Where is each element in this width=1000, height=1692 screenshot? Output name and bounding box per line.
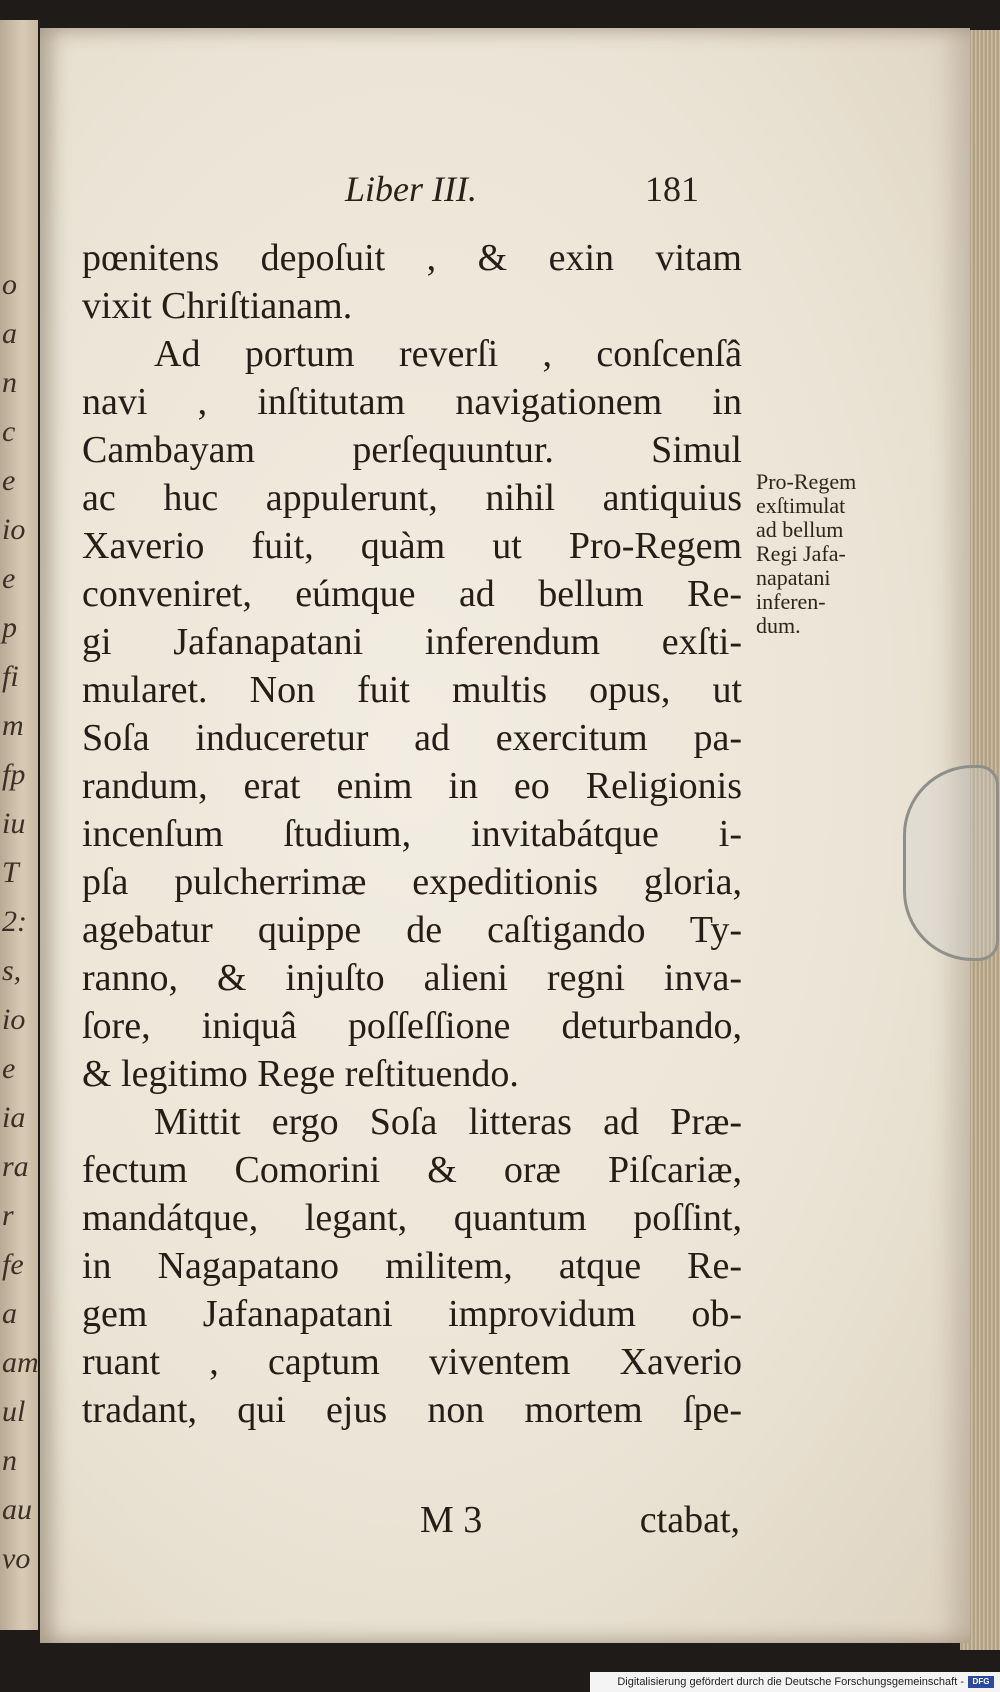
- fragment: n: [2, 1444, 17, 1477]
- fragment: e: [2, 464, 16, 497]
- text-line: Mittit ergo Soſa litteras ad Præ-: [154, 1101, 742, 1143]
- fragment: n: [2, 366, 17, 399]
- fragment: e: [2, 1052, 16, 1085]
- fragment: fe: [2, 1248, 24, 1281]
- marginal-note-line: Regi Jafa-: [756, 541, 846, 566]
- text-line: navi , inſtitutam navigationem in: [82, 381, 742, 423]
- text-line: pœnitens depoſuit , & exin vitam: [82, 237, 742, 279]
- text-line: Soſa induceretur ad exercitum pa-: [82, 717, 742, 759]
- fragment: io: [2, 1003, 26, 1036]
- text-line: & legitimo Rege reſtituendo.: [82, 1053, 519, 1095]
- fragment: T: [2, 856, 19, 889]
- text-line: in Nagapatano militem, atque Re-: [82, 1245, 742, 1287]
- text-line: agebatur quippe de caſtigando Ty-: [82, 909, 742, 951]
- footer-text: Digitalisierung gefördert durch die Deutsche Forschungsgemeinschaft -: [617, 1676, 964, 1688]
- digitization-footer: [590, 1672, 1000, 1692]
- text-line: gi Jafanapatani inferendum exſti-: [82, 621, 742, 663]
- fragment: iu: [2, 807, 26, 840]
- catchword: ctabat,: [639, 1499, 740, 1541]
- fragment: au: [2, 1493, 32, 1526]
- fragment: ra: [2, 1150, 29, 1183]
- text-line: mandátque, legant, quantum poſſint,: [82, 1197, 742, 1239]
- book-page: [40, 28, 970, 1643]
- fragment: vo: [2, 1542, 31, 1575]
- fragment: m: [2, 709, 24, 742]
- fragment: fi: [2, 660, 19, 693]
- catchword-line: [420, 1498, 740, 1546]
- fragment: am: [2, 1346, 39, 1379]
- marginal-note-line: napatani: [756, 565, 831, 590]
- marginal-note-line: ad bellum: [756, 517, 844, 542]
- dfg-logo-icon: DFG: [968, 1676, 994, 1688]
- fragment: p: [2, 611, 17, 644]
- signature-mark: M 3: [420, 1499, 483, 1541]
- running-head-title: Liber III.: [345, 169, 477, 209]
- text-line: Xaverio fuit, quàm ut Pro-Regem: [82, 525, 742, 567]
- text-line: mularet. Non fuit multis opus, ut: [82, 669, 742, 711]
- marginal-note-line: dum.: [756, 613, 801, 638]
- facing-page-text-fragments: [2, 260, 39, 1575]
- marginal-note-line: Pro-Regem: [756, 469, 857, 494]
- running-head: [345, 168, 745, 212]
- text-line: conveniret, eúmque ad bellum Re-: [82, 573, 742, 615]
- text-line: fectum Comorini & oræ Piſcariæ,: [82, 1149, 742, 1191]
- fragment: ul: [2, 1395, 26, 1428]
- fragment: s,: [2, 954, 22, 987]
- text-line: vixit Chriſtianam.: [82, 285, 353, 327]
- marginal-note-line: exſtimulat: [756, 493, 846, 518]
- fragment: ia: [2, 1101, 26, 1134]
- fragment: o: [2, 268, 17, 301]
- fragment: a: [2, 317, 17, 350]
- text-line: Ad portum reverſi , conſcenſâ: [154, 333, 742, 375]
- text-line: tradant, qui ejus non mortem ſpe-: [82, 1389, 742, 1431]
- text-line: ac huc appulerunt, nihil antiquius: [82, 477, 742, 519]
- text-line: randum, erat enim in eo Religionis: [82, 765, 742, 807]
- text-line: gem Jafanapatani improvidum ob-: [82, 1293, 742, 1335]
- fragment: 2:: [2, 905, 27, 938]
- marginal-note-line: inferen-: [756, 589, 826, 614]
- fragment: a: [2, 1297, 17, 1330]
- body-text: [82, 234, 742, 1434]
- text-line: ſore, iniquâ poſſeſſione deturbando,: [82, 1005, 742, 1047]
- text-line: pſa pulcherrimæ expeditionis gloria,: [82, 861, 742, 903]
- text-line: Cambayam perſequuntur. Simul: [82, 429, 742, 471]
- fragment: c: [2, 415, 16, 448]
- fragment: fp: [2, 758, 26, 791]
- marginal-note: [756, 470, 916, 638]
- fragment: io: [2, 513, 26, 546]
- text-line: ranno, & injuſto alieni regni inva-: [82, 957, 742, 999]
- facing-page-edge: [0, 20, 38, 1630]
- fragment: r: [2, 1199, 14, 1232]
- text-line: incenſum ſtudium, invitabátque i-: [82, 813, 742, 855]
- fragment: e: [2, 562, 16, 595]
- page-clip: [903, 765, 999, 961]
- page-number: 181: [645, 169, 699, 209]
- text-line: ruant , captum viventem Xaverio: [82, 1341, 742, 1383]
